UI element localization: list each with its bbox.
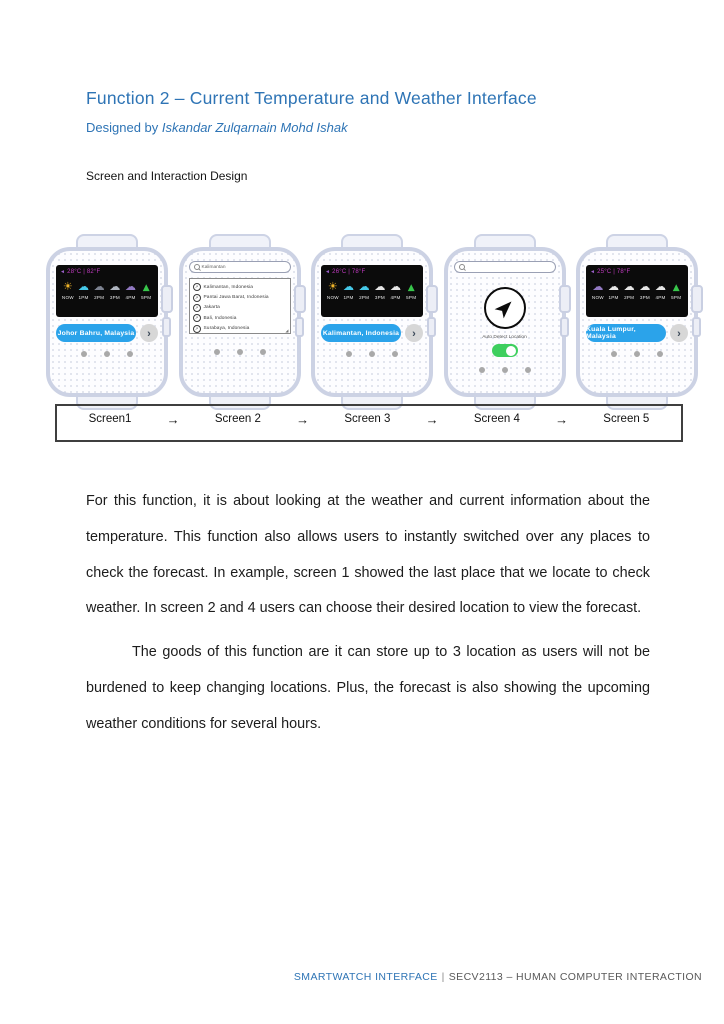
flow-arrow-icon: → [425,411,439,427]
chevron-right-icon [677,324,681,342]
temperature-line [60,269,154,275]
list-item[interactable] [193,292,287,302]
watch-side-button [295,317,304,337]
pagination-dots [321,351,423,357]
pagination-dots [189,349,291,355]
forecast-panel [56,265,158,317]
pagination-dot[interactable] [104,351,110,357]
location-pill[interactable]: Kalimantan, Indonesia [321,324,401,342]
forecast-time: 3PM [109,295,120,300]
byline-prefix: Designed by [86,120,162,135]
pagination-dots [454,367,556,373]
forecast-time: 2PM [624,295,635,300]
weather-icon [653,281,669,294]
temperature-line [590,269,684,275]
list-item-label: Bali, Indonesia [203,315,237,321]
forecast-cell [325,281,341,300]
weather-icon [123,281,139,294]
flow-arrow-icon: → [555,411,569,427]
navigate-icon [193,304,201,312]
search-icon [194,264,200,270]
navigate-icon [193,294,201,302]
weather-icon [668,281,684,294]
location-pill[interactable]: Johor Bahru, Malaysia [56,324,136,342]
list-item[interactable] [193,303,287,313]
pagination-dot[interactable] [392,351,398,357]
location-pin-icon [325,269,330,275]
temperature-value: 28°C | 82°F [67,269,101,275]
forecast-cell [60,281,76,300]
temperature-line [325,269,419,275]
forecast-cell [91,281,107,300]
watch-crown [294,285,306,313]
forecast-cell [372,281,388,300]
section-heading: Screen and Interaction Design [86,169,248,183]
list-item[interactable] [193,282,287,292]
pagination-dot[interactable] [525,367,531,373]
weather-icon [372,281,388,294]
watch-mockup-row [46,234,698,410]
watch-strap-top [209,234,271,247]
watch-screen-1 [46,234,168,410]
pagination-dot[interactable] [214,349,220,355]
list-item-label: Surabaya, Indonesia [203,326,250,332]
weather-icon [388,281,404,294]
next-location-button[interactable] [405,324,423,342]
pagination-dot[interactable] [369,351,375,357]
search-input[interactable] [454,261,556,273]
watch-strap-top [606,234,668,247]
forecast-time: 3PM [374,295,385,300]
forecast-panel [586,265,688,317]
resize-handle-icon [285,328,288,333]
forecast-time: 4PM [655,295,666,300]
pagination-dots [586,351,688,357]
forecast-cell [76,281,92,300]
pagination-dot[interactable] [479,367,485,373]
forecast-cell [590,281,606,300]
temperature-value: 25°C | 78°F [597,269,631,275]
search-query: Kalimantan [201,264,226,270]
weather-icon [356,281,372,294]
pagination-dots [56,351,158,357]
watch-screen-2 [179,234,301,410]
weather-icon [138,281,154,294]
chevron-right-icon [147,324,151,342]
forecast-time: 5PM [406,295,417,300]
flow-step: Screen 4 [473,413,520,425]
weather-icon [60,281,76,294]
pagination-dot[interactable] [611,351,617,357]
weather-icon [590,281,606,294]
weather-icon [325,281,341,294]
forecast-cell [356,281,372,300]
chevron-right-icon [412,324,416,342]
flow-arrow-icon: → [166,411,180,427]
navigate-icon [193,314,201,322]
watch-screen-3 [311,234,433,410]
list-item-label: Pantai Jawa Barat, Indonesia [203,295,269,301]
watch-strap-top [341,234,403,247]
location-pin-icon [590,269,595,275]
search-icon [459,264,465,270]
flow-step: Screen 3 [344,413,391,425]
weather-icon [403,281,419,294]
toggle-knob [506,346,516,356]
weather-icon [606,281,622,294]
byline [86,120,348,135]
weather-icon [107,281,123,294]
forecast-cell [388,281,404,300]
forecast-cell [668,281,684,300]
watch-side-button [560,317,569,337]
pagination-dot[interactable] [634,351,640,357]
next-location-button[interactable] [140,324,158,342]
locate-button[interactable] [484,287,526,329]
forecast-time: 4PM [390,295,401,300]
forecast-time: 3PM [639,295,650,300]
temperature-value: 26°C | 78°F [332,269,366,275]
forecast-row [325,281,419,300]
watch-face [576,247,698,397]
forecast-time: 5PM [141,295,152,300]
pagination-dot[interactable] [346,351,352,357]
location-pill[interactable]: Kuala Lumpur, Malaysia [586,324,666,342]
flow-step: Screen 5 [603,413,650,425]
pagination-dot[interactable] [502,367,508,373]
paragraph-1: For this function, it is about looking at the weather and current information about the temperature. This function also allows users to instantly switched over any places to check the forecast. In example, screen 1 showed the last place that we locate to check weather. In screen 2 and 4 users can choose their desired location to view the forecast. [86,493,650,617]
forecast-time: 5PM [671,295,682,300]
watch-screen-4 [444,234,566,410]
watch-crown [691,285,703,313]
pagination-dot[interactable] [237,349,243,355]
forecast-time: 1PM [78,295,89,300]
designer-name: Iskandar Zulqarnain Mohd Ishak [161,120,348,135]
screen-flow-table [55,404,683,442]
forecast-time: 1PM [343,295,354,300]
pagination-dot[interactable] [657,351,663,357]
watch-face [46,247,168,397]
flow-step: Screen1 [88,413,132,425]
pagination-dot[interactable] [127,351,133,357]
forecast-cell [606,281,622,300]
forecast-time: 2PM [359,295,370,300]
page-footer [294,971,702,983]
page-title: Function 2 – Current Temperature and Weather Interface [86,88,537,108]
forecast-cell [403,281,419,300]
list-item-label: Kalimantan, Indonesia [203,284,254,290]
forecast-time: NOW [591,295,604,300]
watch-strap-top [474,234,536,247]
forecast-cell [123,281,139,300]
location-pin-icon [60,269,65,275]
weather-icon [76,281,92,294]
watch-crown [559,285,571,313]
forecast-cell [341,281,357,300]
body-text [86,484,650,743]
footer-course: SECV2113 – HUMAN COMPUTER INTERACTION [448,971,702,983]
forecast-cell [107,281,123,300]
watch-side-button [162,317,171,337]
pagination-dot[interactable] [260,349,266,355]
forecast-row [60,281,154,300]
list-item[interactable] [193,324,287,334]
footer-brand: SMARTWATCH INTERFACE [293,971,438,983]
forecast-time: 1PM [608,295,619,300]
navigate-icon [193,325,201,333]
watch-crown [161,285,173,313]
weather-icon [637,281,653,294]
forecast-cell [138,281,154,300]
watch-face [311,247,433,397]
watch-screen-5 [576,234,698,410]
footer-divider: | [441,971,445,983]
watch-strap-top [76,234,138,247]
forecast-cell [621,281,637,300]
watch-crown [426,285,438,313]
forecast-cell [653,281,669,300]
forecast-time: 4PM [125,295,136,300]
auto-detect-label: Auto Detect Location [482,335,527,340]
watch-side-button [692,317,701,337]
forecast-panel [321,265,423,317]
forecast-time: 2PM [94,295,105,300]
location-list [189,278,291,334]
search-input[interactable] [189,261,291,273]
forecast-time: NOW [326,295,339,300]
watch-face [444,247,566,397]
paragraph-2: The goods of this function are it can store up to 3 location as users will not be burdened to keep changing locations. Plus, the forecast is also showing the upcoming weather conditions for several hours. [86,644,650,732]
auto-detect-toggle[interactable] [492,344,518,357]
watch-side-button [427,317,436,337]
flow-arrow-icon: → [296,411,310,427]
list-item[interactable] [193,313,287,323]
weather-icon [91,281,107,294]
navigation-arrow-icon [494,297,516,319]
weather-icon [341,281,357,294]
list-item-label: Jakarta [203,305,220,311]
navigate-icon [193,283,201,291]
forecast-cell [637,281,653,300]
watch-face [179,247,301,397]
forecast-row [590,281,684,300]
next-location-button[interactable] [670,324,688,342]
flow-step: Screen 2 [214,413,261,425]
forecast-time: NOW [61,295,74,300]
pagination-dot[interactable] [81,351,87,357]
weather-icon [621,281,637,294]
